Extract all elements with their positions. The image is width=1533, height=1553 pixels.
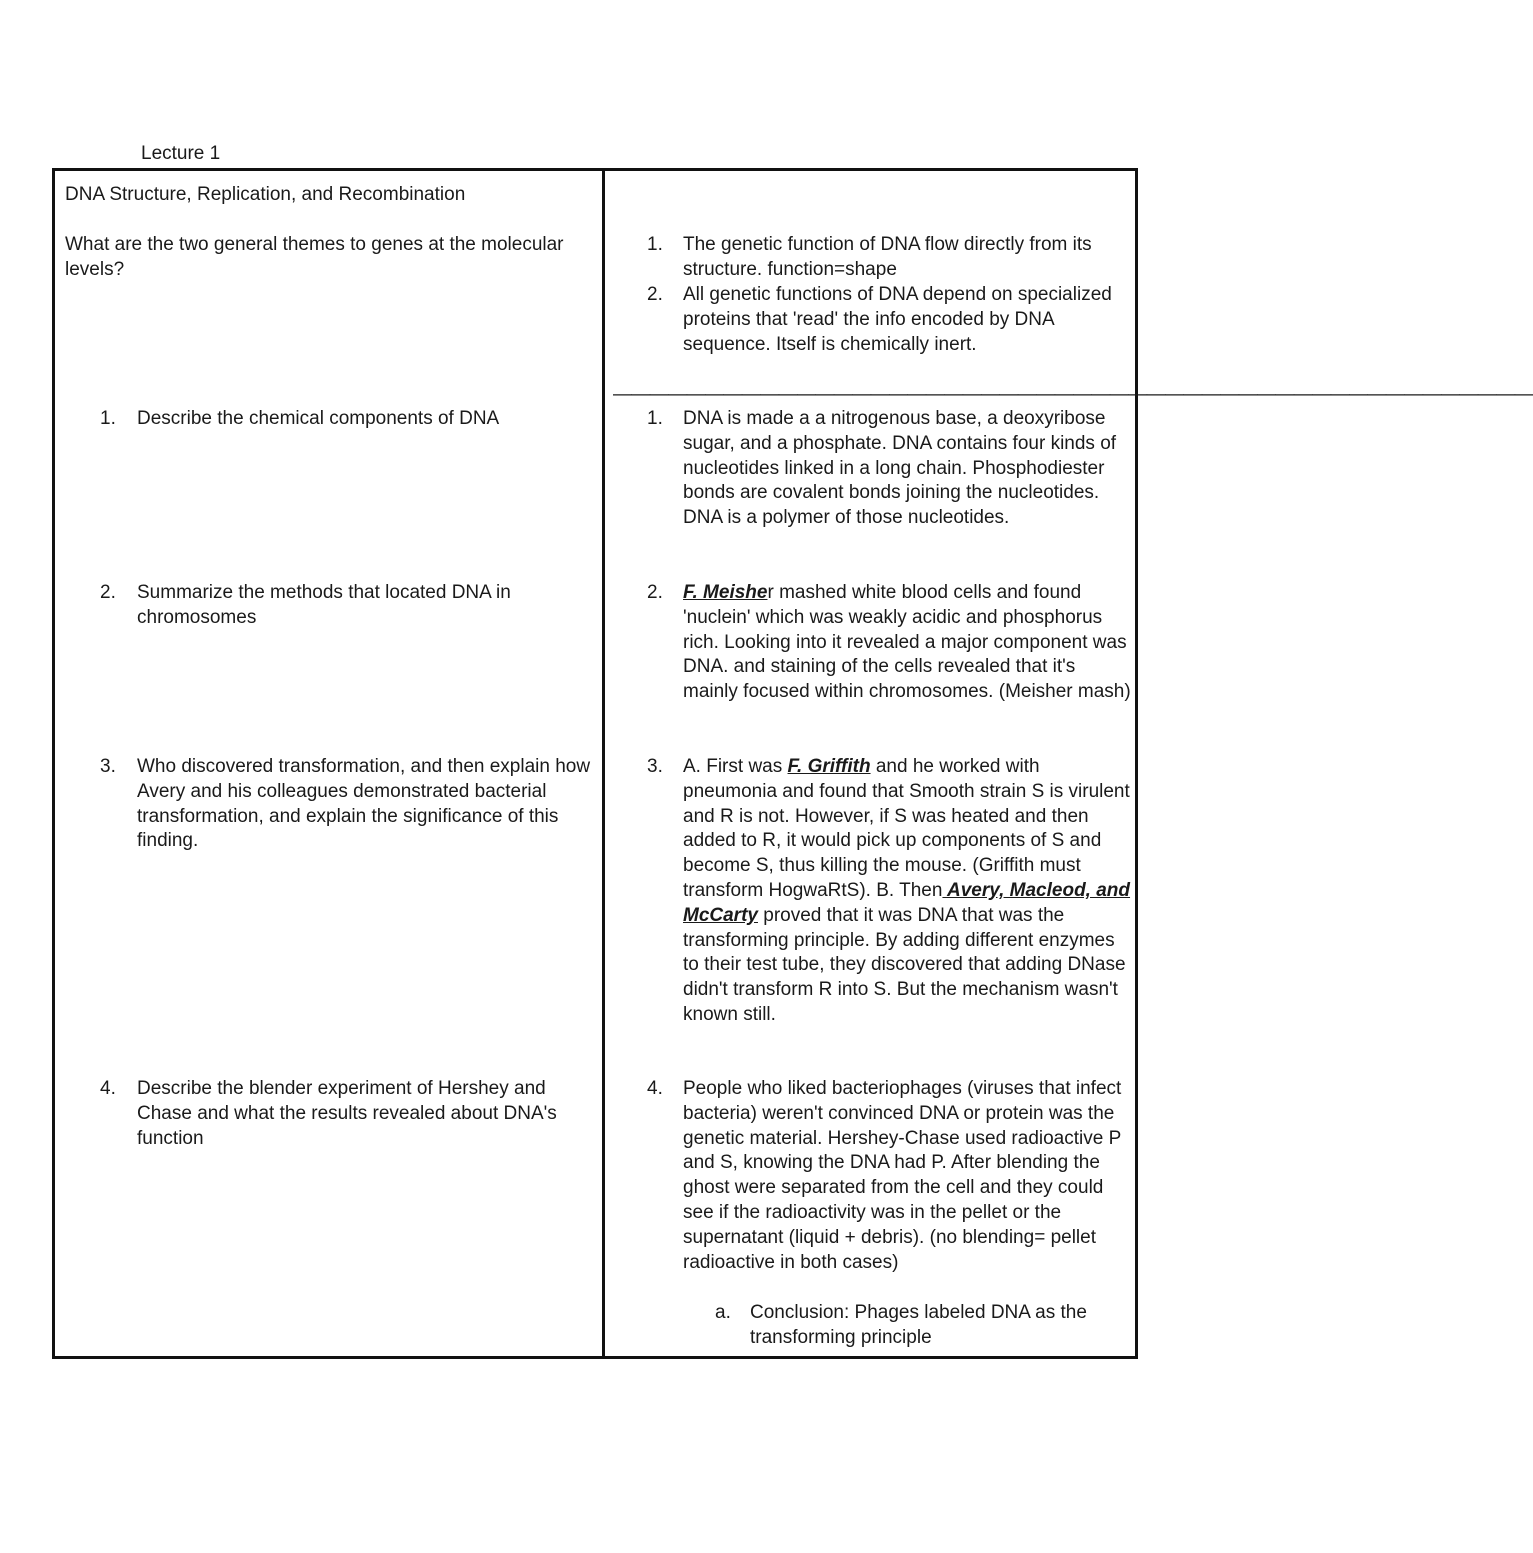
question-text: Summarize the methods that located DNA in chromosomes xyxy=(137,582,511,628)
questions-column xyxy=(55,171,602,1356)
question-number: 3. xyxy=(100,756,116,777)
scientist-names: Avery, Macleod, and McCarty xyxy=(683,879,1131,926)
answer-number: 3. xyxy=(647,756,663,777)
question-number: 4. xyxy=(100,1078,116,1099)
themes-question: What are the two general themes to genes at the molecular levels? xyxy=(65,234,564,280)
answer-number: 2. xyxy=(647,582,663,603)
question-number: 1. xyxy=(100,408,116,429)
scientist-name: F. Griffith xyxy=(787,756,871,777)
scientist-name: F. Meishe xyxy=(683,582,768,603)
section-title: DNA Structure, Replication, and Recombination xyxy=(65,184,466,205)
answer-number: 2. xyxy=(647,284,663,305)
answer-text xyxy=(683,581,1135,705)
answer-number: 1. xyxy=(647,234,663,255)
cornell-notes-table xyxy=(52,168,1533,1359)
answer-body: proved that it was DNA that was the transforming principle. By adding different enzymes to their test tube, they discovered that adding DNase didn't transform R into S. But the mechanism wasn't known still. xyxy=(683,904,1126,1025)
answer-number: 1. xyxy=(647,408,663,429)
answer-intro: A. First was xyxy=(683,756,788,777)
question-text: Describe the blender experiment of Hershey and Chase and what the results revealed about DNA's function xyxy=(137,1078,557,1149)
answers-column xyxy=(605,171,1533,1356)
answer-text xyxy=(683,755,1135,1028)
dashed-divider: —————————————————————————————————————————————————— xyxy=(613,384,1533,405)
question-text: Who discovered transformation, and then explain how Avery and his colleagues demonstrated bacterial transformation, and explain the significance of this finding. xyxy=(137,756,591,852)
lecture-label: Lecture 1 xyxy=(141,143,221,164)
answer-body: and he worked with pneumonia and found that Smooth strain S is virulent and R is not. However, if S was heated and then added to R, it would pick up components of S and become S, thus killing the mouse. (Griffith must transform HogwaRtS). B. Then xyxy=(683,756,1130,901)
answer-text: People who liked bacteriophages (viruses that infect bacteria) weren't convinced DNA or protein was the genetic material. Hershey-Chase used radioactive P and S, knowing the DNA had P. After blending the ghost were separated from the cell and they could see if the radioactivity was in the pellet or the supernatant (liquid + debris). (no blending= pellet radioactive in both cases) xyxy=(683,1078,1122,1273)
answer-number: 4. xyxy=(647,1078,663,1099)
answer-text: DNA is made a a nitrogenous base, a deoxyribose sugar, and a phosphate. DNA contains four kinds of nucleotides linked in a long chain. Phosphodiester bonds are covalent bonds joining the nucleotides. DNA is a polymer of those nucleotides. xyxy=(683,408,1117,529)
answer-body: r mashed white blood cells and found 'nuclein' which was weakly acidic and phosphorus rich. Looking into it revealed a major component was DNA. and staining of the cells revealed that it's mainly focused within chromosomes. (Meisher mash) xyxy=(683,582,1131,703)
question-number: 2. xyxy=(100,582,116,603)
sub-answer-text: Conclusion: Phages labeled DNA as the transforming principle xyxy=(750,1302,1087,1348)
answer-text: All genetic functions of DNA depend on specialized proteins that 'read' the info encoded by DNA sequence. Itself is chemically inert. xyxy=(683,284,1112,355)
question-text: Describe the chemical components of DNA xyxy=(137,408,500,429)
answer-text: The genetic function of DNA flow directly from its structure. function=shape xyxy=(683,234,1092,280)
sub-answer-letter: a. xyxy=(715,1302,731,1323)
